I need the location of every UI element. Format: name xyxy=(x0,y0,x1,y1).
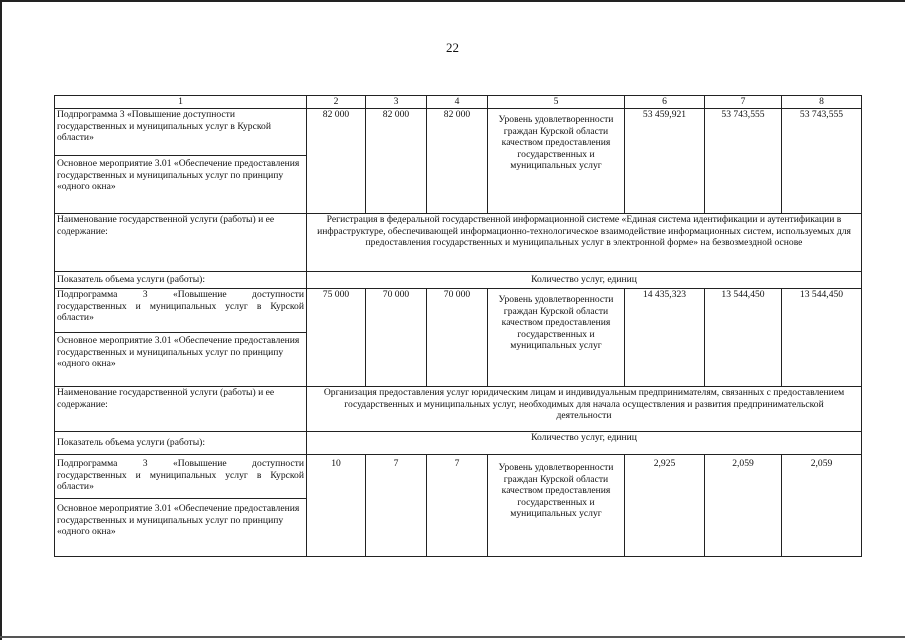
indicator-unit: Количество услуг, единиц xyxy=(307,432,862,455)
scan-edge-bottom xyxy=(0,636,905,638)
service-row-2 xyxy=(55,387,862,432)
indicator-row-2 xyxy=(55,432,862,455)
block-1-program-row xyxy=(55,109,862,156)
program-name: Подпрограмма 3 «Повышение доступности государственных и муниципальных услуг в Курской области» xyxy=(55,289,307,333)
program-name: Подпрограмма 3 «Повышение доступности государственных и муниципальных услуг в Курской области» xyxy=(55,109,307,156)
value-col6: 14 435,323 xyxy=(625,289,705,387)
col-header-7: 7 xyxy=(705,96,782,109)
value-col8: 53 743,555 xyxy=(782,109,862,214)
activity-name: Основное мероприятие 3.01 «Обеспечение предоставления государственных и муниципальных услуг по принципу «одного окна» xyxy=(55,333,307,387)
value-col6: 53 459,921 xyxy=(625,109,705,214)
value-col7: 2,059 xyxy=(705,455,782,557)
service-content: Регистрация в федеральной государственной информационной системе «Единая система идентификации и аутентификации в инфраструктуре, обеспечивающей информационно-технологическое взаимодействие информационных систем, используемых для предоставления государственных и муниципальных услуг в электронной форме» на безвозмездной основе xyxy=(307,214,862,272)
col-header-2: 2 xyxy=(307,96,366,109)
page-number: 22 xyxy=(446,40,459,55)
indicator-label: Показатель объема услуги (работы): xyxy=(55,432,307,455)
value-col3: 70 000 xyxy=(366,289,427,387)
value-col4: 70 000 xyxy=(427,289,488,387)
col-header-3: 3 xyxy=(366,96,427,109)
service-content: Организация предоставления услуг юридическим лицам и индивидуальным предпринимателям, связанных с предоставлением государственных и муниципальных услуг, необходимых для начала осуществления и развития предпринимательской деятельности xyxy=(307,387,862,432)
col-header-1: 1 xyxy=(55,96,307,109)
indicator-row-1 xyxy=(55,272,862,289)
indicator-label: Показатель объема услуги (работы): xyxy=(55,272,307,289)
indicator-description: Уровень удовлетворенности граждан Курской области качеством предоставления государственных и муниципальных услуг xyxy=(488,455,625,557)
value-col3: 7 xyxy=(366,455,427,557)
col-header-6: 6 xyxy=(625,96,705,109)
block-2-program-row xyxy=(55,289,862,333)
activity-name: Основное мероприятие 3.01 «Обеспечение предоставления государственных и муниципальных услуг по принципу «одного окна» xyxy=(55,156,307,214)
service-label: Наименование государственной услуги (работы) и ее содержание: xyxy=(55,387,307,432)
col-header-5: 5 xyxy=(488,96,625,109)
scan-edge-top xyxy=(0,0,905,2)
block-3-program-row xyxy=(55,455,862,499)
program-name: Подпрограмма 3 «Повышение доступности государственных и муниципальных услуг в Курской области» xyxy=(55,455,307,499)
value-col6: 2,925 xyxy=(625,455,705,557)
value-col7: 13 544,450 xyxy=(705,289,782,387)
value-col2: 10 xyxy=(307,455,366,557)
indicator-unit: Количество услуг, единиц xyxy=(307,272,862,289)
service-row-1 xyxy=(55,214,862,272)
value-col8: 13 544,450 xyxy=(782,289,862,387)
indicator-description: Уровень удовлетворенности граждан Курской области качеством предоставления государственных и муниципальных услуг xyxy=(488,109,625,214)
indicator-description: Уровень удовлетворенности граждан Курской области качеством предоставления государственных и муниципальных услуг xyxy=(488,289,625,387)
value-col3: 82 000 xyxy=(366,109,427,214)
column-number-row xyxy=(55,96,862,109)
value-col7: 53 743,555 xyxy=(705,109,782,214)
value-col2: 82 000 xyxy=(307,109,366,214)
col-header-8: 8 xyxy=(782,96,862,109)
activity-name: Основное мероприятие 3.01 «Обеспечение предоставления государственных и муниципальных услуг по принципу «одного окна» xyxy=(55,499,307,557)
scan-edge-left xyxy=(0,0,2,640)
budget-table xyxy=(54,95,862,557)
value-col4: 7 xyxy=(427,455,488,557)
col-header-4: 4 xyxy=(427,96,488,109)
service-label: Наименование государственной услуги (работы) и ее содержание: xyxy=(55,214,307,272)
value-col8: 2,059 xyxy=(782,455,862,557)
value-col2: 75 000 xyxy=(307,289,366,387)
value-col4: 82 000 xyxy=(427,109,488,214)
